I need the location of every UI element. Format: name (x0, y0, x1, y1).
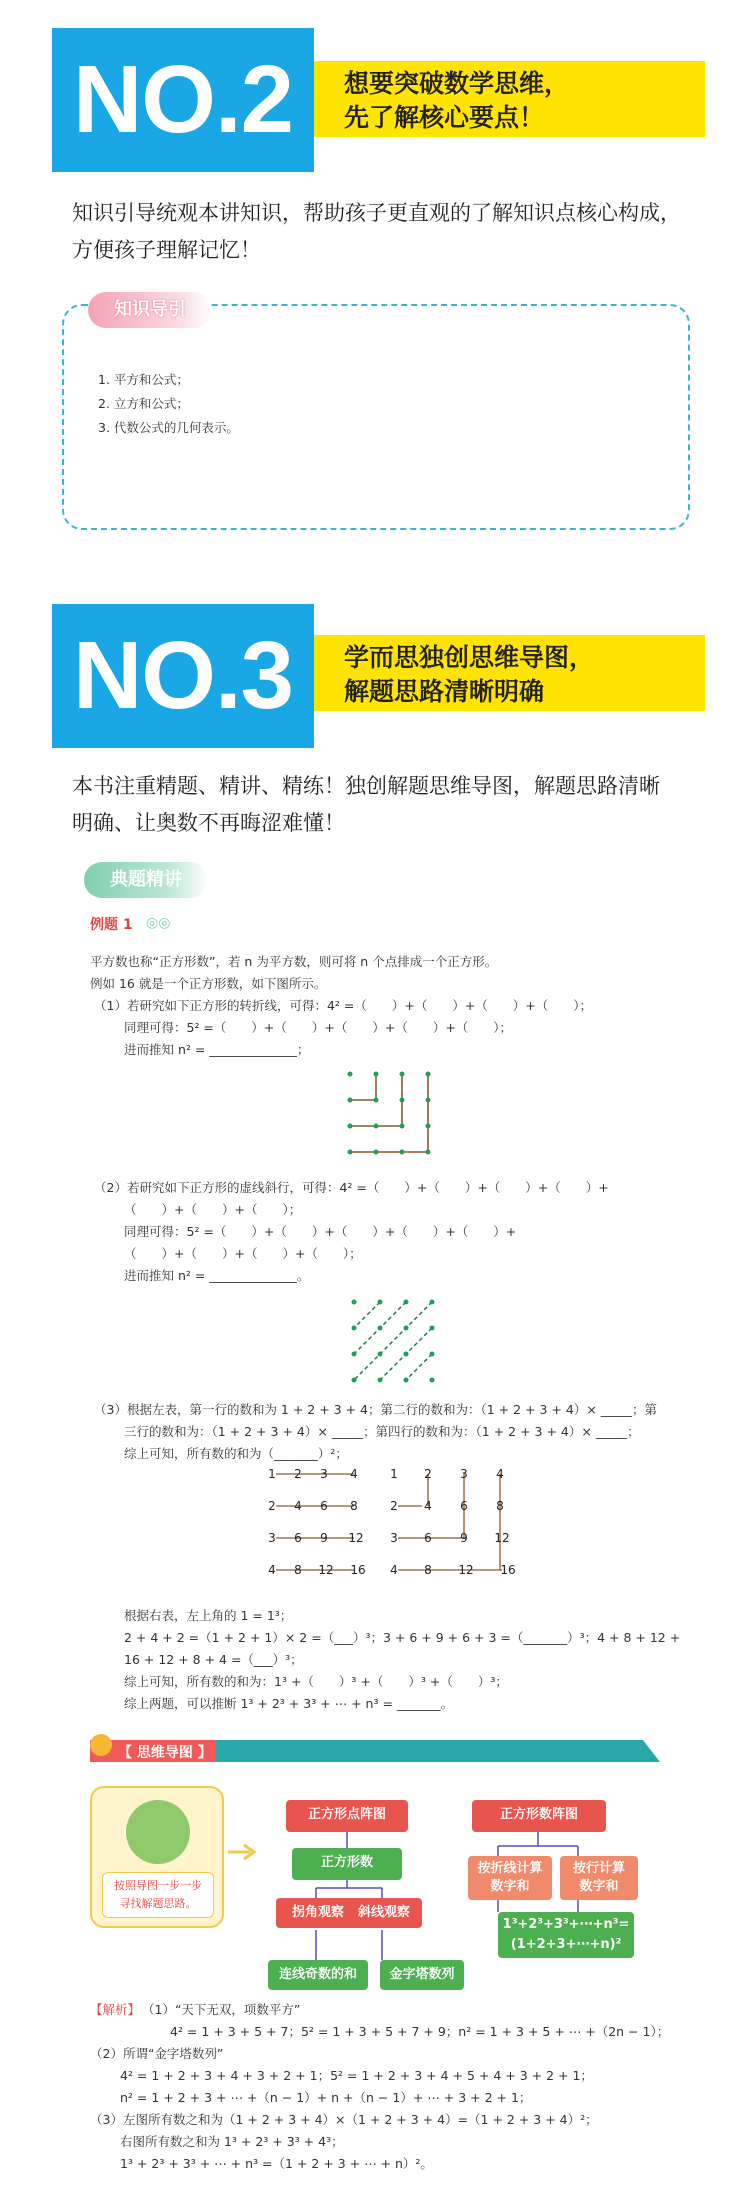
grid-left-cell: 2 (268, 1499, 276, 1513)
node-line: (1+2+3+⋯+n)² (510, 1937, 622, 1952)
example-line: 三行的数和为：（1 + 2 + 3 + 4）× _____；第四行的数和为：（1 + 2 + 3 + 4）× _____； (124, 1424, 640, 1439)
example-line: 同理可得：5² =（ ）+（ ）+（ ）+（ ）+（ ）； (124, 1020, 513, 1035)
intro-paragraph-1 (72, 195, 712, 269)
example-line: 根据右表，左上角的 1 = 1³； (124, 1608, 293, 1623)
knowledge-item: 3. 代数公式的几何表示。 (98, 420, 239, 435)
example-line: （3）根据左表，第一行的数和为 1 + 2 + 3 + 4；第二行的数和为：（1 + 2 + 3 + 4）× _____；第 (94, 1402, 658, 1417)
number-grids (262, 1462, 532, 1602)
node-odd-sum: 连线奇数的和 (268, 1960, 368, 1990)
grid-right-cell: 2 (424, 1467, 432, 1481)
section-number-2: NO.2 (52, 28, 314, 172)
grid-right-cell: 4 (496, 1467, 504, 1481)
example-line: （ ）+（ ）+（ ）； (124, 1202, 302, 1217)
analysis-tag: 【解析】 (90, 2002, 141, 2017)
grid-left-cell: 9 (320, 1531, 328, 1545)
grid-right-cell: 8 (496, 1499, 504, 1513)
grid-left-cell: 2 (294, 1467, 302, 1481)
guide-text (102, 1872, 214, 1918)
grid-right-cell: 8 (424, 1563, 432, 1577)
node-result-formula (498, 1912, 634, 1958)
grid-left-cell: 1 (268, 1467, 276, 1481)
grid-right-cell: 3 (460, 1467, 468, 1481)
grid-left-cell: 12 (318, 1563, 334, 1577)
analysis-line: （1）“天下无双，项数平方” (142, 2002, 301, 2017)
corner-lines-figure (340, 1064, 436, 1160)
guide-line: 寻找解题思路。 (119, 1897, 197, 1910)
example-line: 综上两题，可以推断 1³ + 2³ + 3³ + ⋯ + n³ = _______。 (124, 1696, 454, 1711)
intro-paragraph-2 (72, 768, 712, 842)
example-line: 进而推知 n² = ______________。 (124, 1268, 310, 1283)
title-line-1: 想要突破数学思维， (344, 69, 570, 98)
intro-line: 本书注重精题、精讲、精练！独创解题思维导图，解题思路清晰 (72, 774, 660, 798)
node-line: 数字和 (579, 1879, 619, 1894)
node-line: 数字和 (490, 1879, 530, 1894)
diagonal-lines-figure (344, 1292, 440, 1388)
knowledge-item: 1. 平方和公式； (98, 372, 189, 387)
grid-right-cell: 4 (424, 1499, 432, 1513)
section-number-3: NO.3 (52, 604, 314, 748)
grid-left-cell: 12 (348, 1531, 364, 1545)
grid-left-cell: 4 (268, 1563, 276, 1577)
grid-left-cell: 8 (350, 1499, 358, 1513)
node-square-number: 正方形数 (292, 1848, 402, 1880)
lightbulb-icon (90, 1734, 112, 1756)
analysis-line: 1³ + 2³ + 3³ + ⋯ + n³ =（1 + 2 + 3 + ⋯ + n）²。 (120, 2156, 433, 2171)
node-row-sum (560, 1856, 638, 1900)
title-line-2: 解题思路清晰明确 (344, 677, 545, 706)
section-title-2 (314, 61, 705, 137)
example-line: 同理可得：5² =（ ）+（ ）+（ ）+（ ）+（ ）+ (124, 1224, 517, 1239)
knowledge-tag: 知识导引 (88, 292, 212, 328)
example-tag: 典题精讲 (84, 862, 208, 898)
example-title: 例题 1 (90, 917, 133, 933)
grid-right-cell: 12 (458, 1563, 474, 1577)
node-square-dot-figure: 正方形点阵图 (286, 1800, 408, 1832)
node-line: 按折线计算 (477, 1861, 543, 1876)
arrow-right-icon (226, 1842, 260, 1862)
grid-right-cell: 9 (460, 1531, 468, 1545)
node-line: 按行计算 (572, 1861, 625, 1876)
grid-right-cell: 6 (460, 1499, 468, 1513)
grid-right-cell: 3 (390, 1531, 398, 1545)
node-line: 1³+2³+3³+⋯+n³= (502, 1917, 630, 1932)
grid-right-cell: 16 (500, 1563, 516, 1577)
example-line: 2 + 4 + 2 =（1 + 2 + 1）× 2 =（___）³；3 + 6 + 9 + 6 + 3 =（_______）³；4 + 8 + 12 + (124, 1630, 681, 1645)
node-pyramid-sequence: 金字塔数列 (380, 1960, 464, 1990)
analysis-line: 右图所有数之和为 1³ + 2³ + 3³ + 4³； (120, 2134, 344, 2149)
intro-line: 明确、让奥数不再晦涩难懂！ (72, 811, 345, 835)
node-square-array-figure: 正方形数阵图 (472, 1800, 606, 1832)
section-title-3 (314, 635, 705, 711)
grid-left-cell: 4 (350, 1467, 358, 1481)
intro-line: 知识引导统观本讲知识，帮助孩子更直观的了解知识点核心构成， (72, 201, 681, 225)
grid-left-cell: 6 (320, 1499, 328, 1513)
grid-left-cell: 16 (350, 1563, 366, 1577)
analysis-line: n² = 1 + 2 + 3 + ⋯ +（n − 1）+ n +（n − 1）+ ⋯ + 3 + 2 + 1； (120, 2090, 532, 2105)
grid-left-cell: 3 (268, 1531, 276, 1545)
intro-line: 方便孩子理解记忆！ (72, 238, 261, 262)
title-line-2: 先了解核心要点！ (344, 103, 545, 132)
example-line: （2）若研究如下正方形的虚线斜行，可得：4² =（ ）+（ ）+（ ）+（ ）+ (94, 1180, 609, 1195)
example-line: 综上可知，所有数的和为（_______）²； (124, 1446, 348, 1461)
grid-left-cell: 6 (294, 1531, 302, 1545)
example-line: 综上可知，所有数的和为：1³ +（ ）³ +（ ）³ +（ ）³； (124, 1674, 508, 1689)
analysis-line: （2）所谓“金字塔数列” (90, 2046, 224, 2061)
example-line: 例如 16 就是一个正方形数，如下图所示。 (90, 976, 327, 991)
mindmap-tag: 【 思维导图 】 (118, 1745, 212, 1761)
example-line: （ ）+（ ）+（ ）+（ ）； (124, 1246, 362, 1261)
grid-right-cell: 4 (390, 1563, 398, 1577)
example-line: 16 + 12 + 8 + 4 =（___）³； (124, 1652, 303, 1667)
grid-right-cell: 2 (390, 1499, 398, 1513)
analysis-line: 4² = 1 + 2 + 3 + 4 + 3 + 2 + 1；5² = 1 + 2 + 3 + 4 + 5 + 4 + 3 + 2 + 1； (120, 2068, 593, 2083)
grid-left-cell: 3 (320, 1467, 328, 1481)
node-corner-observe: 拐角观察 (276, 1898, 360, 1928)
node-corner-sum (468, 1856, 552, 1900)
knowledge-list (98, 370, 239, 438)
grid-right-cell: 1 (390, 1467, 398, 1481)
analysis-line: （3）左图所有数之和为（1 + 2 + 3 + 4）×（1 + 2 + 3 + 4）=（1 + 2 + 3 + 4）²； (90, 2112, 598, 2127)
example-line: （1）若研究如下正方形的转折线，可得：4² =（ ）+（ ）+（ ）+（ ）； (94, 998, 593, 1013)
guide-line: 按照导图一步一步 (114, 1879, 202, 1892)
knowledge-item: 2. 立方和公式； (98, 396, 189, 411)
grid-left-cell: 8 (294, 1563, 302, 1577)
grid-left-cell: 4 (294, 1499, 302, 1513)
analysis-line: 4² = 1 + 3 + 5 + 7；5² = 1 + 3 + 5 + 7 + 9；n² = 1 + 3 + 5 + ⋯ +（2n − 1）； (170, 2024, 670, 2039)
title-line-1: 学而思独创思维导图， (344, 643, 595, 672)
grid-right-cell: 12 (494, 1531, 510, 1545)
grid-right-cell: 6 (424, 1531, 432, 1545)
example-line: 平方数也称“正方形数”，若 n 为平方数，则可将 n 个点排成一个正方形。 (90, 954, 498, 969)
example-line: 进而推知 n² = ______________； (124, 1042, 310, 1057)
node-diagonal-observe: 斜线观察 (346, 1898, 422, 1928)
dragon-mascot-icon (126, 1800, 190, 1864)
glasses-icon: ◎◎ (146, 915, 171, 931)
